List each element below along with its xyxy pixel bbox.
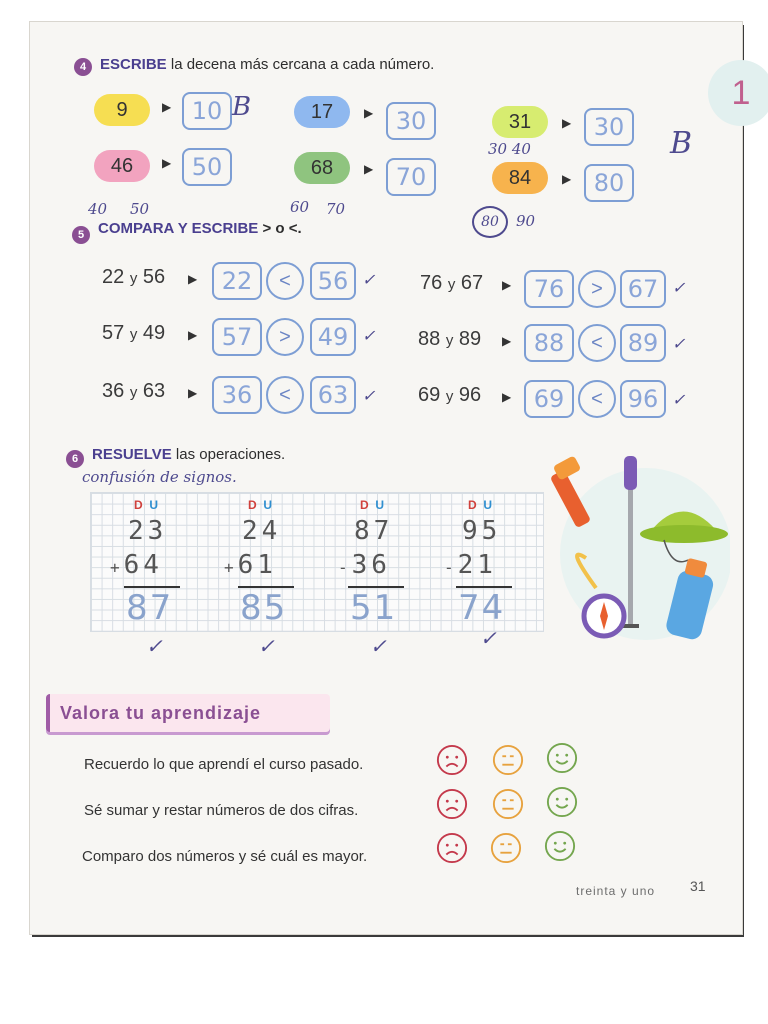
section-4-keyword: ESCRIBE	[100, 56, 167, 73]
column-header	[468, 498, 492, 512]
section-4-title-rest: la decena más cercana a cada número.	[170, 56, 435, 73]
statement-1: Recuerdo lo que aprendí el curso pasado.	[84, 756, 364, 773]
compare-connector: y	[129, 384, 138, 401]
section-5-title	[98, 220, 302, 237]
operation-top: 23	[128, 516, 168, 546]
compare-answer-a-2[interactable]: 76	[524, 270, 574, 308]
neutral-face-icon-graphic	[492, 743, 524, 777]
units-label: U	[375, 498, 385, 512]
check-mark: ✓	[362, 386, 376, 405]
sad-face-icon-graphic	[436, 743, 468, 777]
compare-sign-5[interactable]: <	[266, 376, 304, 414]
compare-answer-a-1[interactable]: 22	[212, 262, 262, 300]
check-mark: ✓	[672, 334, 686, 353]
arrow-icon: ▶	[502, 390, 512, 404]
arrow-icon: ▶	[188, 386, 198, 400]
handwritten-tens-46-left: 40	[88, 200, 108, 218]
check-mark: ✓	[362, 270, 376, 289]
compare-answer-b-1[interactable]: 56	[310, 262, 356, 300]
handwritten-margin-grade: B	[670, 126, 693, 161]
units-label: U	[263, 498, 273, 512]
happy-face-icon-graphic	[544, 829, 576, 863]
check-mark: ✓	[146, 634, 163, 658]
arrow-icon: ▶	[562, 172, 572, 186]
arrow-icon: ▶	[162, 100, 172, 114]
check-mark: ✓	[258, 634, 275, 658]
compare-pair-3	[102, 322, 165, 345]
section-6-title-rest: las operaciones.	[175, 446, 286, 463]
compare-connector: y	[447, 276, 456, 293]
tens-label: D	[360, 498, 369, 512]
compare-answer-a-6[interactable]: 69	[524, 380, 574, 418]
compare-answer-a-5[interactable]: 36	[212, 376, 262, 414]
section-6-title	[92, 446, 285, 463]
handwritten-tens-46-right: 50	[130, 200, 150, 218]
operation-top: 24	[242, 516, 282, 546]
compare-a: 88	[418, 328, 441, 350]
compare-a: 36	[102, 380, 125, 402]
compare-b: 49	[142, 322, 166, 344]
sad-face-icon[interactable]	[436, 744, 468, 776]
compare-connector: y	[129, 326, 138, 343]
arrow-icon: ▶	[502, 278, 512, 292]
tens-label: D	[468, 498, 477, 512]
arrow-icon: ▶	[562, 116, 572, 130]
sad-face-icon[interactable]	[436, 832, 468, 864]
compare-connector: y	[445, 388, 454, 405]
compare-sign-3[interactable]: >	[266, 318, 304, 356]
section-4-badge: 4	[74, 58, 92, 76]
answer-box-31[interactable]: 30	[584, 108, 634, 146]
section-5-symbols: > o <.	[262, 220, 302, 237]
chapter-number: 1	[708, 60, 768, 126]
section-5-keyword: COMPARA Y ESCRIBE	[98, 220, 259, 237]
compare-sign-4[interactable]: <	[578, 324, 616, 362]
number-pill-84: 84	[492, 162, 548, 194]
operation-result[interactable]: 85	[240, 588, 288, 628]
sad-face-icon[interactable]	[436, 788, 468, 820]
operation-result[interactable]: 74	[458, 588, 506, 628]
operation-bottom	[110, 550, 163, 580]
section-6-badge: 6	[66, 450, 84, 468]
compare-connector: y	[129, 270, 138, 287]
operator: +	[110, 558, 124, 577]
operation-bottom	[444, 550, 497, 580]
arrow-icon: ▶	[188, 272, 198, 286]
column-header	[360, 498, 384, 512]
compare-a: 22	[102, 266, 125, 288]
sad-face-icon-graphic	[436, 831, 468, 865]
handwritten-tens-68-left: 60	[290, 198, 310, 216]
compare-b: 67	[460, 272, 484, 294]
neutral-face-icon[interactable]	[492, 788, 524, 820]
page-number: 31	[690, 878, 706, 894]
happy-face-icon-graphic	[546, 741, 578, 775]
compare-b: 89	[458, 328, 482, 350]
handwritten-grade: B	[232, 92, 252, 122]
arrow-icon: ▶	[162, 156, 172, 170]
neutral-face-icon-graphic	[492, 787, 524, 821]
operator: -	[444, 558, 458, 577]
units-label: U	[483, 498, 493, 512]
compare-b: 96	[458, 384, 482, 406]
answer-box-46[interactable]: 50	[182, 148, 232, 186]
section-4-title	[100, 56, 434, 73]
arrow-icon: ▶	[364, 106, 374, 120]
compare-b: 63	[142, 380, 166, 402]
tens-label: D	[248, 498, 257, 512]
self-assessment-banner: Valora tu aprendizaje	[46, 694, 330, 732]
units-label: U	[149, 498, 159, 512]
compare-sign-1[interactable]: <	[266, 262, 304, 300]
footer-page-words: treinta y uno	[576, 884, 656, 898]
column-header	[134, 498, 158, 512]
compare-a: 76	[420, 272, 443, 294]
compare-pair-5	[102, 380, 165, 403]
neutral-face-icon[interactable]	[490, 832, 522, 864]
handwritten-tens-68-right: 70	[326, 200, 346, 218]
compare-answer-b-2[interactable]: 67	[620, 270, 666, 308]
handwritten-tens-84-right: 90	[516, 212, 536, 230]
statement-3: Comparo dos números y sé cuál es mayor.	[82, 848, 368, 865]
operand: 36	[351, 550, 391, 580]
number-pill-9: 9	[94, 94, 150, 126]
operator: +	[224, 558, 238, 577]
number-pill-46: 46	[94, 150, 150, 182]
answer-box-68[interactable]: 70	[386, 158, 436, 196]
number-pill-31: 31	[492, 106, 548, 138]
operation-top: 95	[462, 516, 502, 546]
answer-box-84[interactable]: 80	[584, 164, 634, 202]
compare-pair-4	[418, 328, 481, 351]
number-pill-17: 17	[294, 96, 350, 128]
happy-face-icon[interactable]	[544, 830, 576, 862]
compare-b: 56	[142, 266, 166, 288]
operand: 64	[123, 550, 163, 580]
workbook-page	[30, 22, 751, 934]
operand: 61	[237, 550, 277, 580]
section-6-keyword: RESUELVE	[92, 446, 172, 463]
operation-result[interactable]: 87	[126, 588, 174, 628]
compare-answer-a-3[interactable]: 57	[212, 318, 262, 356]
compare-answer-b-3[interactable]: 49	[310, 318, 356, 356]
tens-label: D	[134, 498, 143, 512]
operation-top: 87	[354, 516, 394, 546]
neutral-face-icon[interactable]	[492, 744, 524, 776]
check-mark: ✓	[480, 626, 497, 650]
operation-bottom	[224, 550, 277, 580]
compare-answer-b-4[interactable]: 89	[620, 324, 666, 362]
compare-pair-6	[418, 384, 481, 407]
answer-box-9[interactable]: 10	[182, 92, 232, 130]
check-mark: ✓	[672, 278, 686, 297]
happy-face-icon[interactable]	[546, 786, 578, 818]
sad-face-icon-graphic	[436, 787, 468, 821]
check-mark: ✓	[362, 326, 376, 345]
hiking-gear-illustration	[546, 448, 730, 644]
handwritten-tens-84-left: 80	[472, 206, 508, 238]
happy-face-icon-graphic	[546, 785, 578, 819]
section-5-badge: 5	[72, 226, 90, 244]
arrow-icon: ▶	[502, 334, 512, 348]
compare-pair-2	[420, 272, 483, 295]
arrow-icon: ▶	[188, 328, 198, 342]
compare-sign-6[interactable]: <	[578, 380, 616, 418]
check-mark: ✓	[672, 390, 686, 409]
operand: 21	[457, 550, 497, 580]
operation-result[interactable]: 51	[350, 588, 398, 628]
happy-face-icon[interactable]	[546, 742, 578, 774]
operator: -	[338, 558, 352, 577]
compare-sign-2[interactable]: >	[578, 270, 616, 308]
answer-box-17[interactable]: 30	[386, 102, 436, 140]
statement-2: Sé sumar y restar números de dos cifras.	[84, 802, 359, 819]
arrow-icon: ▶	[364, 162, 374, 176]
operation-bottom	[338, 550, 391, 580]
compare-answer-b-5[interactable]: 63	[310, 376, 356, 414]
handwritten-note: confusión de signos.	[82, 468, 237, 486]
column-header	[248, 498, 272, 512]
compare-connector: y	[445, 332, 454, 349]
check-mark: ✓	[370, 634, 387, 658]
number-pill-68: 68	[294, 152, 350, 184]
compare-pair-1	[102, 266, 165, 289]
compare-answer-b-6[interactable]: 96	[620, 380, 666, 418]
compare-a: 69	[418, 384, 441, 406]
neutral-face-icon-graphic	[490, 831, 522, 865]
compare-answer-a-4[interactable]: 88	[524, 324, 574, 362]
handwritten-tens-31: 30 40	[488, 140, 531, 158]
compare-a: 57	[102, 322, 125, 344]
